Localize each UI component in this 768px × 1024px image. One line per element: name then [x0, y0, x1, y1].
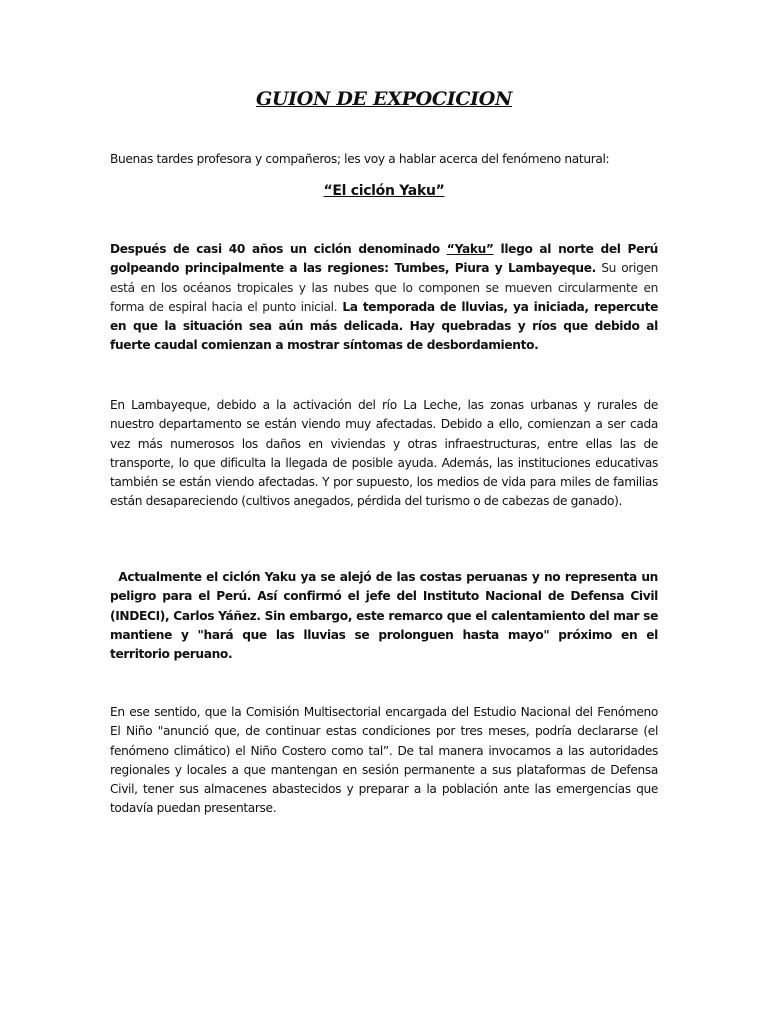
greeting-line: Buenas tardes profesora y compañeros; les voy a hablar acerca del fenómeno natural: [110, 152, 610, 166]
paragraph-1-rain-season: La temporada de lluvias, ya iniciada, repercute en que la situación sea aún más delicada. Hay quebradas y ríos que debido al fuerte caudal comienzan a mostrar síntomas de desbordamiento. [110, 299, 659, 353]
paragraph-1-intro: Después de casi 40 años un ciclón denominado [110, 242, 447, 256]
topic-subtitle: “El ciclón Yaku” [323, 183, 445, 199]
paragraph-1 [110, 240, 658, 356]
paragraph-1-regions: llego al norte del Perú golpeando principalmente a las regiones: Tumbes, Piura y Lambayeque. [110, 242, 658, 276]
paragraph-4: En ese sentido, que la Comisión Multisectorial encargada del Estudio Nacional del Fenómeno El Niño "anunció que, de continuar estas condiciones por tres meses, podría declararse (el fenómeno climático) el Niño Costero como tal”. De tal manera invocamos a las autoridades regionales y locales a que mantengan en sesión permanente a sus plataformas de Defensa Civil, tener sus almacenes abastecidos y preparar a la población ante las emergencias que todavía puedan presentarse. [110, 705, 658, 816]
paragraph-2: En Lambayeque, debido a la activación del río La Leche, las zonas urbanas y rurales de nuestro departamento se están viendo muy afectadas. Debido a ello, comienzan a ser cada vez más numerosos los daños en viviendas y otras infraestructuras, entre ellas las de transporte, lo que dificulta la llegada de posible ayuda. Además, las instituciones educativas también se están viendo afectadas. Y por supuesto, los medios de vida para miles de familias están desapareciendo (cultivos anegados, pérdida del turismo o de cabezas de ganado). [110, 398, 658, 509]
paragraph-1-yaku-name: “Yaku” [446, 242, 494, 256]
document-title: GUION DE EXPOCICION [255, 88, 513, 110]
paragraph-1-origin: Su origen está en los océanos tropicales y las nubes que lo componen se mueven circularmente en forma de espiral hacia el punto inicial. [110, 261, 658, 314]
paragraph-3 [110, 568, 658, 664]
paragraph-3-text: Actualmente el ciclón Yaku ya se alejó de las costas peruanas y no representa un peligro para el Perú. Así confirmó el jefe del Instituto Nacional de Defensa Civil (INDECI), Carlos Yáñez. Sin embargo, este remarco que el calentamiento del mar se mantiene y "hará que las lluvias se prolonguen hasta mayo" próximo en el territorio peruano. [110, 570, 658, 662]
